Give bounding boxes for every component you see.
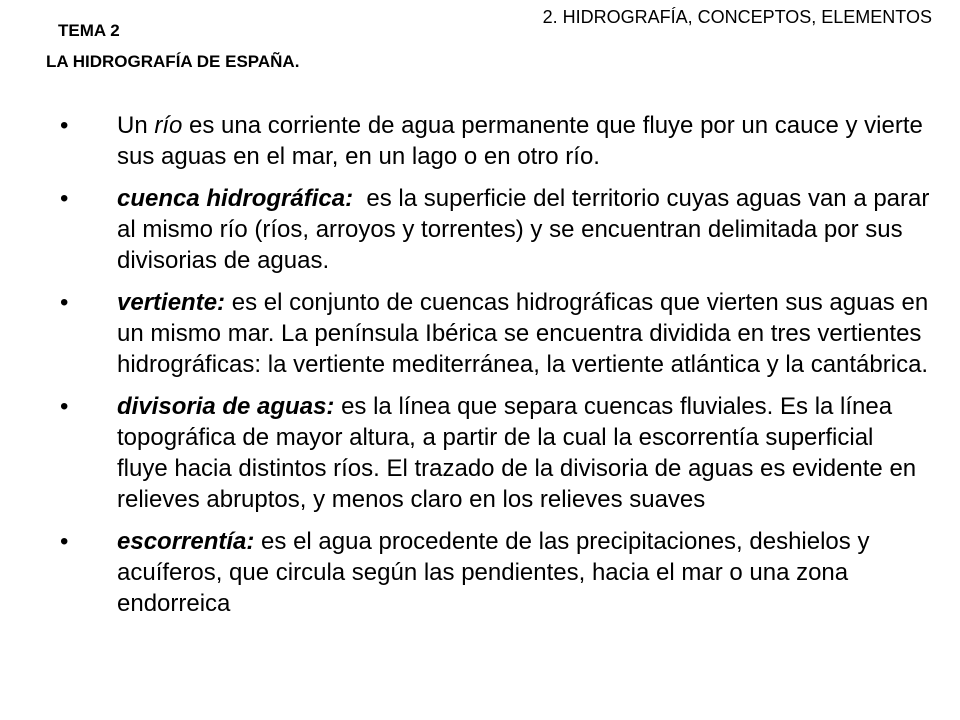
definition-prefix: Un bbox=[117, 112, 155, 139]
definition-term: divisoria de aguas: bbox=[117, 393, 335, 420]
section-title: 2. HIDROGRAFÍA, CONCEPTOS, ELEMENTOS bbox=[542, 7, 932, 27]
topic-label: TEMA 2 bbox=[58, 21, 120, 40]
bullet: • bbox=[60, 393, 69, 420]
bullet: • bbox=[60, 528, 69, 555]
definition-term: vertiente: bbox=[117, 289, 226, 316]
definition-list bbox=[0, 110, 960, 630]
bullet: • bbox=[60, 289, 69, 316]
definition-text: es el conjunto de cuencas hidrográficas que vierten sus aguas en un mismo mar. La península Ibérica se encuentra dividida en tres vertientes hidrográficas: la vertiente mediterránea, la vertiente atlántica y la cantábrica. bbox=[117, 289, 929, 378]
bullet: • bbox=[60, 112, 69, 139]
page-title: LA HIDROGRAFÍA DE ESPAÑA. bbox=[46, 52, 300, 71]
definition-term: río bbox=[154, 112, 183, 139]
definition-term: escorrentía: bbox=[117, 528, 255, 555]
definition-text: es una corriente de agua permanente que fluye por un cauce y vierte sus aguas en el mar, en un lago o en otro río. bbox=[117, 112, 923, 170]
definition-item-cuenca bbox=[0, 183, 960, 276]
definition-item-vertiente bbox=[0, 287, 960, 380]
bullet: • bbox=[60, 185, 69, 212]
definition-item-divisoria bbox=[0, 391, 960, 515]
definition-item-escorrentia bbox=[0, 526, 960, 619]
definition-term: cuenca hidrográfica: bbox=[117, 185, 354, 212]
definition-text: es la superficie del territorio cuyas aguas van a parar al mismo río (ríos, arroyos y torrentes) y se encuentran delimitada por sus divisorias de aguas. bbox=[117, 185, 937, 274]
definition-item-rio bbox=[0, 110, 960, 172]
definition-text: es la línea que separa cuencas fluviales. Es la línea topográfica de mayor altura, a partir de la cual la escorrentía superficial fluye hacia distintos ríos. El trazado de la divisoria de aguas es evidente en relieves abruptos, y menos claro en los relieves suaves bbox=[117, 393, 917, 513]
definition-text: es el agua procedente de las precipitaciones, deshielos y acuíferos, que circula según las pendientes, hacia el mar o una zona endorreica bbox=[117, 528, 870, 617]
